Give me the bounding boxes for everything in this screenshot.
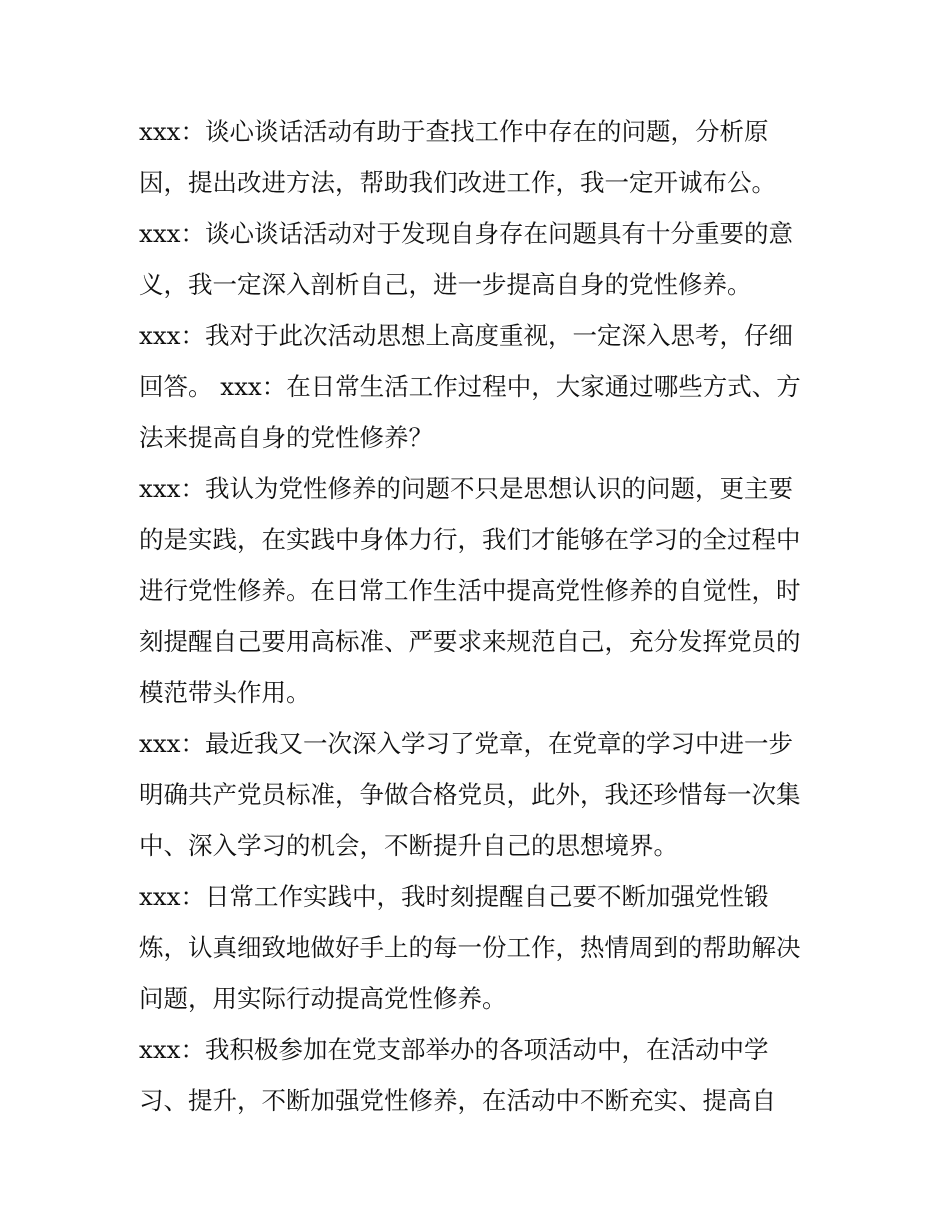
text-line: xxx：日常工作实践中，我时刻提醒自己要不断加强党性锻 (139, 882, 769, 911)
text-line: 因，提出改进方法，帮助我们改进工作，我一定开诚布公。 (139, 168, 776, 197)
text-line: 习、提升，不断加强党性修养，在活动中不断充实、提高自 (139, 1086, 776, 1115)
text-line: xxx：我认为党性修养的问题不只是思想认识的问题，更主要 (139, 474, 793, 503)
document-body (139, 106, 819, 1126)
text-line: xxx：谈心谈话活动对于发现自身存在问题具有十分重要的意 (139, 219, 793, 248)
text-line: 进行党性修养。在日常工作生活中提高党性修养的自觉性，时 (139, 576, 801, 605)
text-line: 法来提高自身的党性修养？ (139, 423, 433, 452)
text-line: xxx：我对于此次活动思想上高度重视，一定深入思考，仔细 (139, 321, 793, 350)
text-line: 问题，用实际行动提高党性修养。 (139, 984, 507, 1013)
text-line: xxx：谈心谈话活动有助于查找工作中存在的问题，分析原 (139, 117, 769, 146)
text-line: 刻提醒自己要用高标准、严要求来规范自己，充分发挥党员的 (139, 627, 801, 656)
text-line: 的是实践，在实践中身体力行，我们才能够在学习的全过程中 (139, 525, 801, 554)
text-line: 中、深入学习的机会，不断提升自己的思想境界。 (139, 831, 678, 860)
text-line: 回答。 xxx：在日常生活工作过程中，大家通过哪些方式、方 (139, 372, 801, 401)
text-line: xxx：最近我又一次深入学习了党章，在党章的学习中进一步 (139, 729, 793, 758)
text-line: 模范带头作用。 (139, 678, 311, 707)
text-line: xxx：我积极参加在党支部举办的各项活动中，在活动中学 (139, 1035, 769, 1064)
text-line: 炼，认真细致地做好手上的每一份工作，热情周到的帮助解决 (139, 933, 801, 962)
text-line: 明确共产党员标准，争做合格党员，此外，我还珍惜每一次集 (139, 780, 801, 809)
text-line: 义，我一定深入剖析自己，进一步提高自身的党性修养。 (139, 270, 752, 299)
